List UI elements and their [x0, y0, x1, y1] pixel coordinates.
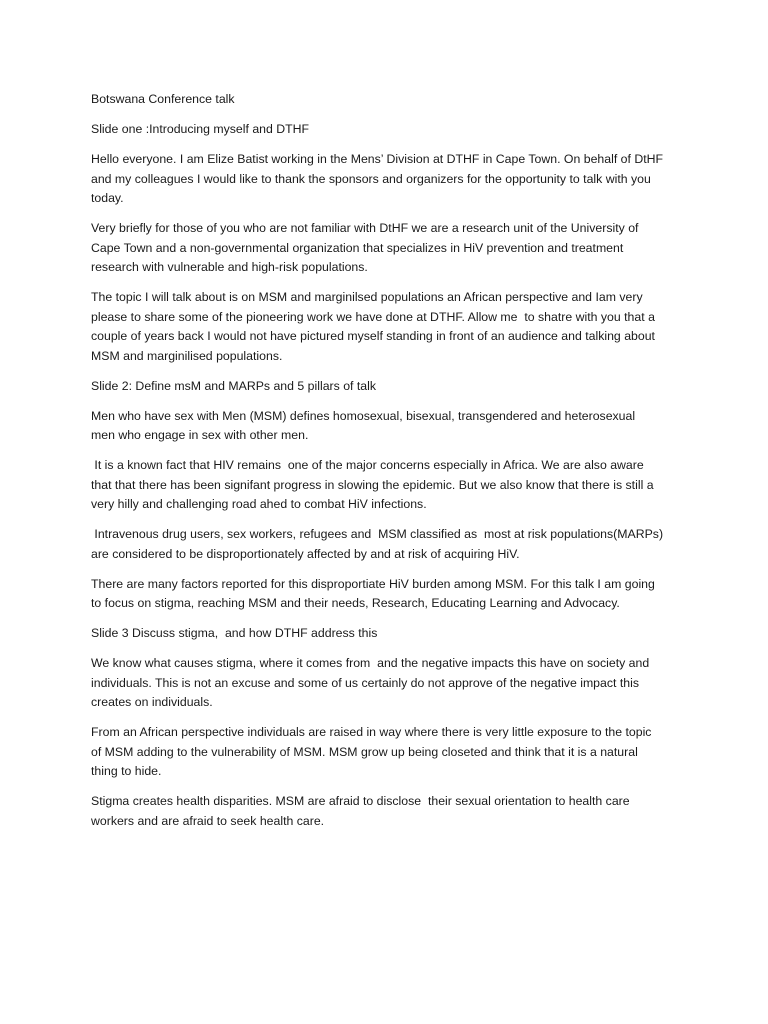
paragraph — [91, 456, 691, 515]
paragraph — [91, 575, 691, 614]
text-line: Very briefly for those of you who are not familiar with DtHF we are a research unit of the University of — [91, 221, 639, 235]
document-page — [91, 90, 691, 842]
paragraph — [91, 377, 691, 397]
text-line: Hello everyone. I am Elize Batist working in the Mens’ Division at DTHF in Cape Town. On behalf of DtHF — [91, 152, 664, 166]
text-line: We know what causes stigma, where it comes from and the negative impacts this have on society and — [91, 656, 650, 670]
paragraph — [91, 120, 691, 140]
text-line: Slide 2: Define msM and MARPs and 5 pillars of talk — [91, 378, 377, 393]
text-line: Intravenous drug users, sex workers, refugees and MSM classified as most at risk populations(MARPs) — [91, 527, 664, 541]
paragraph — [91, 525, 691, 564]
paragraph — [91, 624, 691, 644]
paragraph — [91, 288, 691, 366]
text-line: today. — [91, 191, 124, 205]
paragraph — [91, 407, 691, 446]
text-line: very hilly and challenging road ahed to combat HiV infections. — [91, 497, 427, 511]
text-line: There are many factors reported for this disproportiate HiV burden among MSM. For this talk I am going — [91, 576, 655, 591]
text-line: couple of years back I would not have pictured myself standing in front of an audience and talking about — [91, 329, 655, 343]
document-body — [91, 120, 691, 831]
text-line: From an African perspective individuals are raised in way where there is very little exposure to the topic — [91, 725, 652, 739]
text-line: workers and are afraid to seek health care. — [91, 813, 325, 828]
document-title: Botswana Conference talk — [91, 92, 235, 106]
text-line: please to share some of the pioneering work we have done at DTHF. Allow me to shatre with you that a — [91, 309, 655, 324]
paragraph — [91, 219, 691, 278]
text-line: MSM and marginilised populations. — [91, 348, 283, 363]
text-line: It is a known fact that HIV remains one of the major concerns especially in Africa. We are also aware — [91, 458, 644, 472]
text-line: and my colleagues I would like to thank the sponsors and organizers for the opportunity to talk with you — [91, 171, 651, 186]
text-line: Slide one :Introducing myself and DTHF — [91, 122, 310, 136]
text-line: research with vulnerable and high-risk populations. — [91, 260, 368, 274]
text-line: Stigma creates health disparities. MSM are afraid to disclose their sexual orientation to health care — [91, 794, 630, 808]
text-line: men who engage in sex with other men. — [91, 428, 309, 442]
paragraph — [91, 150, 691, 209]
text-line: of MSM adding to the vulnerability of MSM. MSM grow up being closeted and think that it is a natural — [91, 744, 638, 759]
text-line: that that there has been signifant progress in slowing the epidemic. But we also know that there is still a — [91, 477, 654, 492]
text-line: Men who have sex with Men (MSM) defines homosexual, bisexual, transgendered and heterosexual — [91, 408, 636, 423]
text-line: individuals. This is not an excuse and some of us certainly do not approve of the negative impact this — [91, 675, 639, 690]
text-line: thing to hide. — [91, 764, 162, 778]
paragraph — [91, 723, 691, 782]
text-line: Slide 3 Discuss stigma, and how DTHF address this — [91, 626, 378, 640]
text-line: creates on individuals. — [91, 695, 213, 709]
text-line: The topic I will talk about is on MSM and marginilsed populations an African perspective and Iam very — [91, 290, 643, 304]
text-line: Cape Town and a non-governmental organization that specializes in HiV prevention and treatment — [91, 240, 624, 255]
paragraph — [91, 654, 691, 713]
text-line: to focus on stigma, reaching MSM and their needs, Research, Educating Learning and Advocacy. — [91, 596, 620, 610]
paragraph — [91, 792, 691, 831]
text-line: are considered to be disproportionately affected by and at risk of acquiring HiV. — [91, 546, 520, 561]
